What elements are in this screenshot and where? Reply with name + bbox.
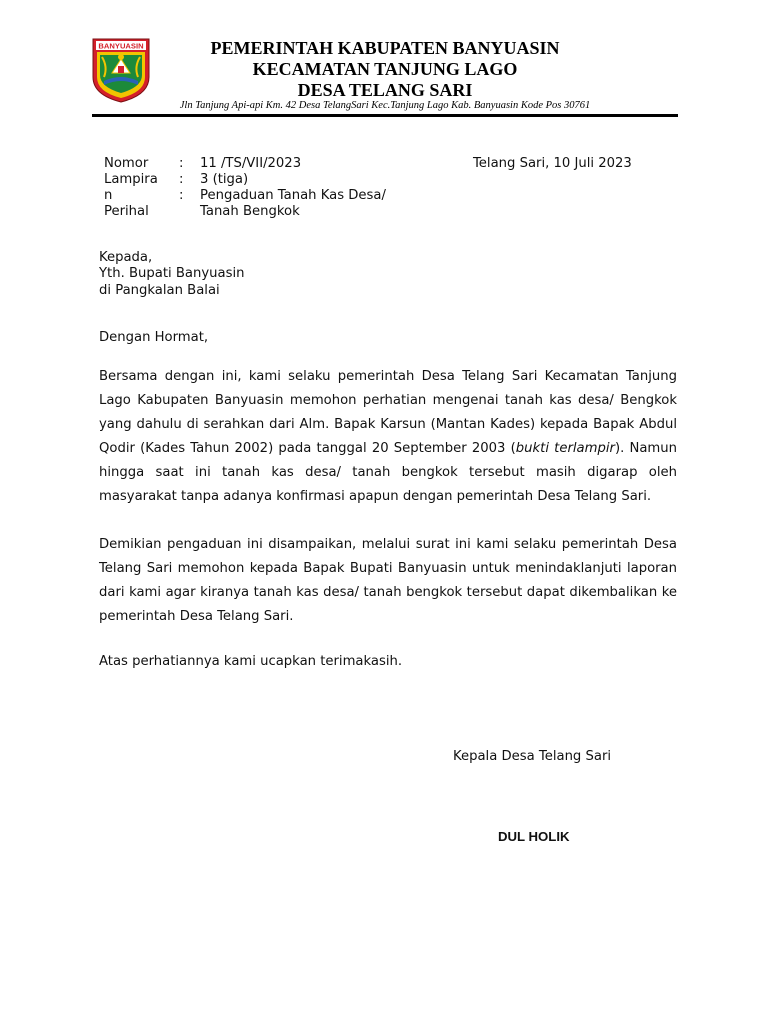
logo-text: BANYUASIN: [98, 41, 144, 51]
lampiran-label-part2: n: [104, 188, 113, 203]
lampiran-label-part1: Lampira: [104, 172, 158, 187]
closing-line: Atas perhatiannya kami ucapkan terimakasih.: [99, 654, 403, 669]
body-paragraph-2: [99, 533, 677, 629]
nomor-value: 11 /TS/VII/2023: [200, 156, 302, 171]
perihal-label: Perihal: [104, 204, 149, 219]
paragraph-1-text-b: ). Namun hingga saat ini tanah kas desa/ tanah bengkok tersebut masih digarap oleh masyarakat tanpa adanya konfirmasi apapun dengan pemerintah Desa Telang Sari.: [99, 441, 677, 504]
regency-logo: [90, 37, 152, 103]
recipient-kepada: Kepada,: [99, 250, 153, 265]
paragraph-2-text: Demikian pengaduan ini disampaikan, melalui surat ini kami selaku pemerintah Desa Telang Sari memohon kepada Bapak Bupati Banyuasin untuk menindaklanjuti laporan dari kami agar kiranya tanah kas desa/ tanah bengkok tersebut dapat dikembalikan ke pemerintah Desa Telang Sari.: [99, 537, 677, 624]
recipient-location: di Pangkalan Balai: [99, 283, 220, 298]
salutation: Dengan Hormat,: [99, 330, 209, 345]
perihal-value-line2: Tanah Bengkok: [200, 204, 300, 219]
signature-name: DUL HOLIK: [498, 829, 570, 844]
lampiran-value: 3 (tiga): [200, 172, 249, 187]
letterhead-district: KECAMATAN TANJUNG LAGO: [252, 59, 518, 79]
letterhead-village: DESA TELANG SARI: [297, 80, 473, 100]
banyuasin-emblem-icon: [90, 37, 152, 103]
recipient-name: Yth. Bupati Banyuasin: [99, 266, 245, 281]
place-date: Telang Sari, 10 Juli 2023: [473, 156, 632, 171]
letterhead-address: Jln Tanjung Api-api Km. 42 Desa TelangSari Kec.Tanjung Lago Kab. Banyuasin Kode Pos 30761: [179, 100, 591, 111]
perihal-value-line1: Pengaduan Tanah Kas Desa/: [200, 188, 386, 203]
nomor-colon: :: [179, 156, 184, 171]
perihal-colon: :: [179, 188, 184, 203]
lampiran-colon: :: [179, 172, 184, 187]
nomor-label: Nomor: [104, 156, 149, 171]
body-paragraph-1: [99, 365, 677, 509]
letterhead-government: PEMERINTAH KABUPATEN BANYUASIN: [210, 38, 560, 58]
letterhead-divider: [92, 114, 678, 117]
paragraph-1-text-a: Bersama dengan ini, kami selaku pemerintah Desa Telang Sari Kecamatan Tanjung Lago Kabupaten Banyuasin memohon perhatian mengenai tanah kas desa/ Bengkok yang dahulu di serahkan dari Alm. Bapak Karsun (Mantan Kades) kepada Bapak Abdul Qodir (Kades Tahun 2002) pada tanggal 20 September 2003 (: [99, 369, 677, 456]
signature-title: Kepala Desa Telang Sari: [453, 749, 612, 764]
evidence-attached-note: bukti terlampir: [515, 441, 615, 456]
